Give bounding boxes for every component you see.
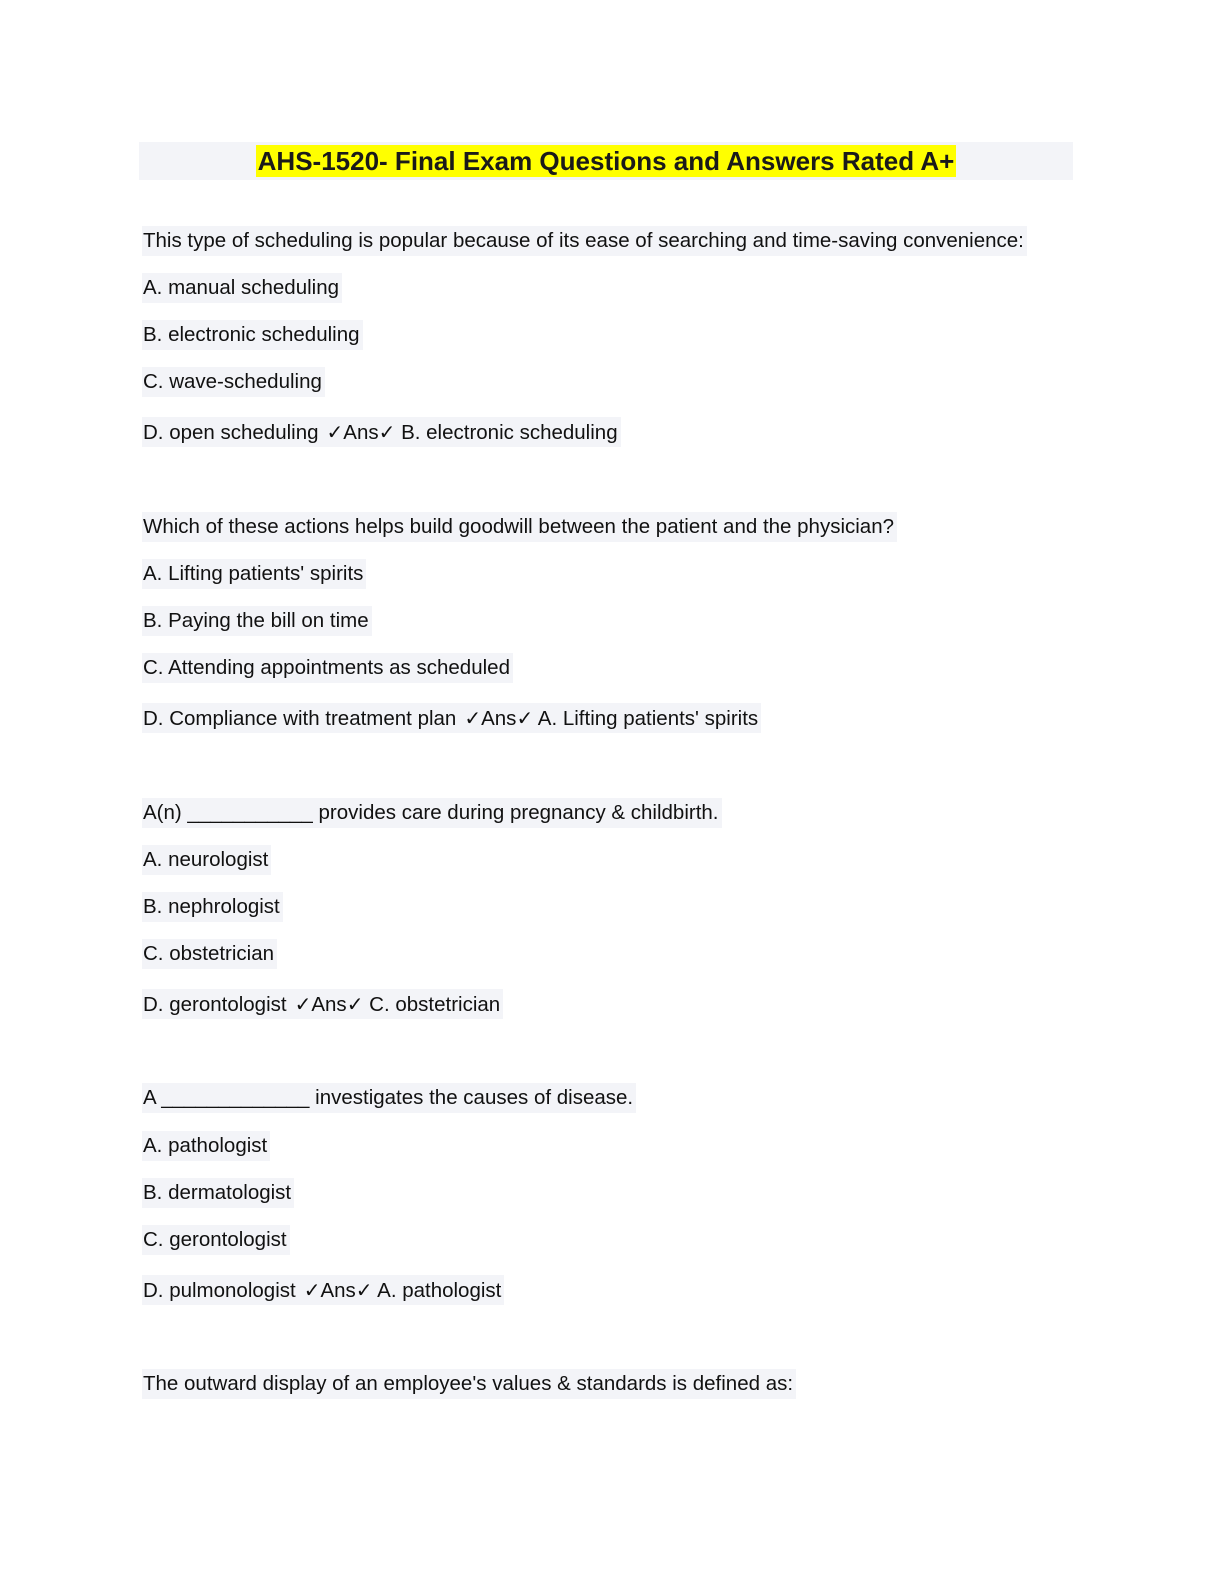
check-icon: ✓ [326, 420, 344, 444]
answer-option-with-key [142, 417, 621, 447]
correct-answer: A. Lifting patients' spirits [537, 707, 759, 730]
correct-answer: C. obstetrician [369, 993, 501, 1016]
answer-option: A. Lifting patients' spirits [142, 559, 366, 589]
answer-option: C. wave-scheduling [142, 367, 325, 397]
answer-option: D. open scheduling [143, 421, 319, 444]
title-band [139, 142, 1073, 180]
answer-option-with-key [142, 703, 761, 733]
answer-key [304, 1275, 502, 1306]
question-prompt: A _____________ investigates the causes of disease. [142, 1083, 636, 1113]
check-icon: ✓ [355, 1278, 373, 1302]
answer-option: C. Attending appointments as scheduled [142, 653, 513, 683]
check-icon: ✓ [303, 1278, 321, 1302]
answer-option: B. Paying the bill on time [142, 606, 372, 636]
answer-key-label: Ans [343, 421, 379, 444]
answer-option: A. neurologist [142, 845, 271, 875]
answer-option: D. Compliance with treatment plan [143, 707, 457, 730]
answer-key-label: Ans [311, 993, 347, 1016]
answer-option: B. electronic scheduling [142, 320, 363, 350]
question-prompt: A(n) ___________ provides care during pregnancy & childbirth. [142, 798, 722, 828]
answer-key [327, 417, 618, 448]
correct-answer: A. pathologist [377, 1279, 502, 1302]
answer-option: D. gerontologist [143, 993, 287, 1016]
answer-option: C. gerontologist [142, 1225, 290, 1255]
correct-answer: B. electronic scheduling [401, 421, 618, 444]
answer-option: C. obstetrician [142, 939, 277, 969]
check-icon: ✓ [516, 706, 534, 730]
answer-option-with-key [142, 989, 503, 1019]
answer-option: D. pulmonologist [143, 1279, 296, 1302]
question-prompt: The outward display of an employee's values & standards is defined as: [142, 1369, 796, 1399]
answer-option: A. pathologist [142, 1131, 270, 1161]
question-prompt: This type of scheduling is popular because of its ease of searching and time-saving convenience: [142, 226, 1027, 256]
check-icon: ✓ [378, 420, 396, 444]
answer-key [295, 989, 501, 1020]
check-icon: ✓ [464, 706, 482, 730]
answer-option: B. nephrologist [142, 892, 283, 922]
answer-key [464, 703, 758, 734]
check-icon: ✓ [294, 992, 312, 1016]
answer-option: A. manual scheduling [142, 273, 342, 303]
answer-key-label: Ans [481, 707, 517, 730]
answer-option: B. dermatologist [142, 1178, 294, 1208]
question-prompt: Which of these actions helps build goodwill between the patient and the physician? [142, 512, 897, 542]
document-title: AHS-1520- Final Exam Questions and Answers Rated A+ [257, 146, 955, 176]
answer-key-label: Ans [320, 1279, 356, 1302]
check-icon: ✓ [346, 992, 364, 1016]
answer-option-with-key [142, 1275, 504, 1305]
